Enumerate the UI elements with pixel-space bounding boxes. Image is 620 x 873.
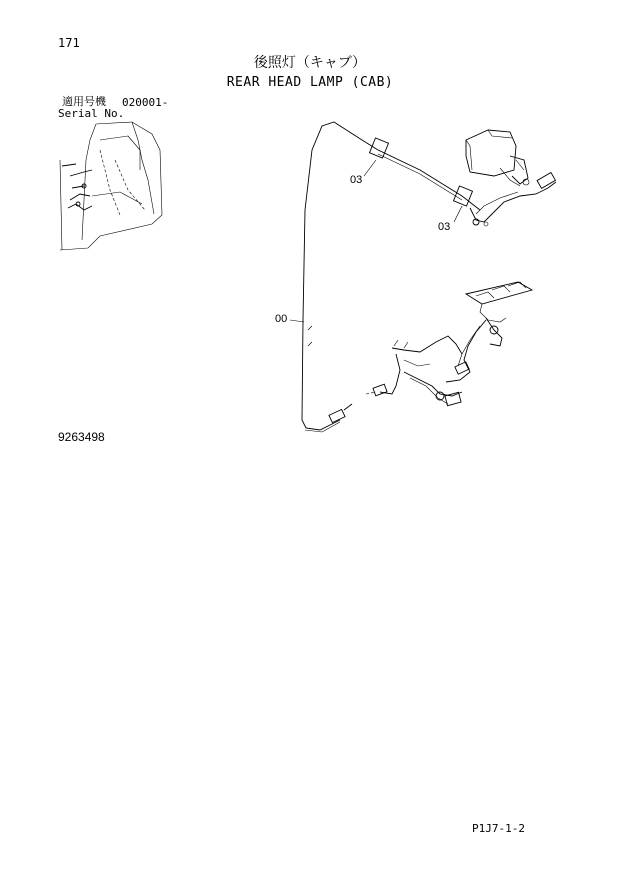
callout-00: 00: [275, 313, 288, 325]
harness-00: [302, 122, 378, 432]
leader-03-upper: [364, 160, 376, 176]
leader-00: [290, 320, 304, 322]
serial-range: 020001-: [122, 96, 169, 109]
serial-label-japanese: 適用号機: [62, 95, 106, 108]
title-japanese: 後照灯（キャブ）: [253, 55, 367, 71]
clamp-03-lower: [454, 186, 473, 206]
footer-code: P1J7-1-2: [472, 822, 525, 835]
serial-label-english: Serial No.: [58, 107, 125, 120]
page-number: 171: [58, 36, 80, 50]
switch-panel: [466, 282, 532, 346]
leader-03-lower: [454, 206, 462, 222]
document-number: 9263498: [58, 430, 105, 444]
title-english: REAR HEAD LAMP (CAB): [226, 75, 394, 90]
lower-harness: [366, 320, 486, 406]
callout-03-lower: 03: [438, 221, 451, 233]
callout-03-upper: 03: [350, 174, 363, 186]
clamp-03-upper: [370, 138, 389, 158]
lamp-harness: [370, 138, 556, 226]
cab-thumbnail: [60, 122, 162, 250]
rear-lamp: [466, 130, 529, 186]
